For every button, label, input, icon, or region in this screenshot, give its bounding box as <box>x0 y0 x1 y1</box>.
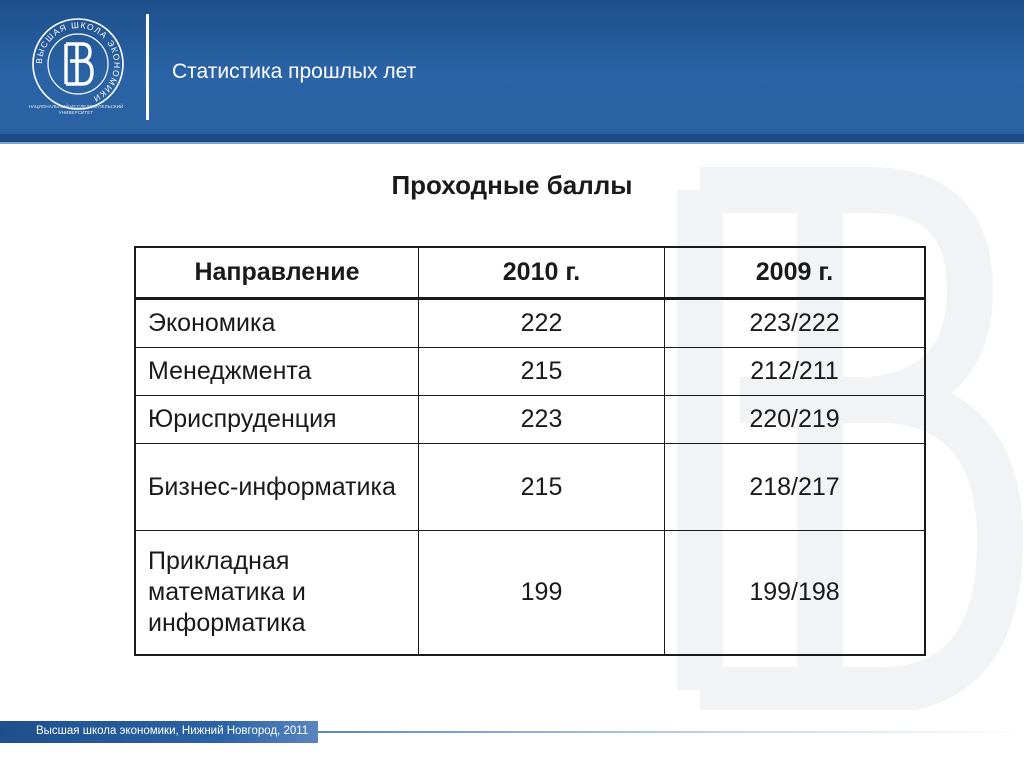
cell-direction: Бизнес-информатика <box>135 444 419 531</box>
table-row <box>135 444 925 531</box>
footer-line <box>318 731 1024 733</box>
cell-2009: 223/222 <box>665 299 926 348</box>
hse-logo-icon <box>30 16 126 112</box>
table-row <box>135 531 925 656</box>
table-row <box>135 299 925 348</box>
cell-2010: 215 <box>419 348 665 396</box>
header-divider <box>146 14 149 120</box>
cell-direction: Прикладная математика и информатика <box>135 531 419 656</box>
cell-2010: 223 <box>419 396 665 444</box>
cell-direction: Менеджмента <box>135 348 419 396</box>
header-underline-accent <box>0 142 1024 144</box>
cell-2009: 218/217 <box>665 444 926 531</box>
footer-text: Высшая школа экономики, Нижний Новгород, 2011 <box>36 725 309 737</box>
header-direction: Направление <box>135 247 419 299</box>
cell-direction: Экономика <box>135 299 419 348</box>
table-header-row <box>135 247 925 299</box>
table-row <box>135 348 925 396</box>
cell-2010: 199 <box>419 531 665 656</box>
page-title: Проходные баллы <box>391 170 633 200</box>
cell-2010: 215 <box>419 444 665 531</box>
cell-direction: Юриспруденция <box>135 396 419 444</box>
header-underline <box>0 134 1024 142</box>
cell-2009: 199/198 <box>665 531 926 656</box>
logo-ring-text: ВЫСШАЯ ШКОЛА ЭКОНОМИКИ <box>33 19 123 105</box>
header-2009: 2009 г. <box>665 247 926 299</box>
header-bar <box>0 0 1024 134</box>
logo-caption: НАЦИОНАЛЬНЫЙ ИССЛЕДОВАТЕЛЬСКИЙ УНИВЕРСИТЕТ <box>28 104 124 115</box>
cell-2009: 212/211 <box>665 348 926 396</box>
header-2010: 2010 г. <box>419 247 665 299</box>
header-title: Статистика прошлых лет <box>172 60 417 83</box>
cell-2010: 222 <box>419 299 665 348</box>
table-row <box>135 396 925 444</box>
cell-2009: 220/219 <box>665 396 926 444</box>
passing-scores-table <box>134 246 926 656</box>
